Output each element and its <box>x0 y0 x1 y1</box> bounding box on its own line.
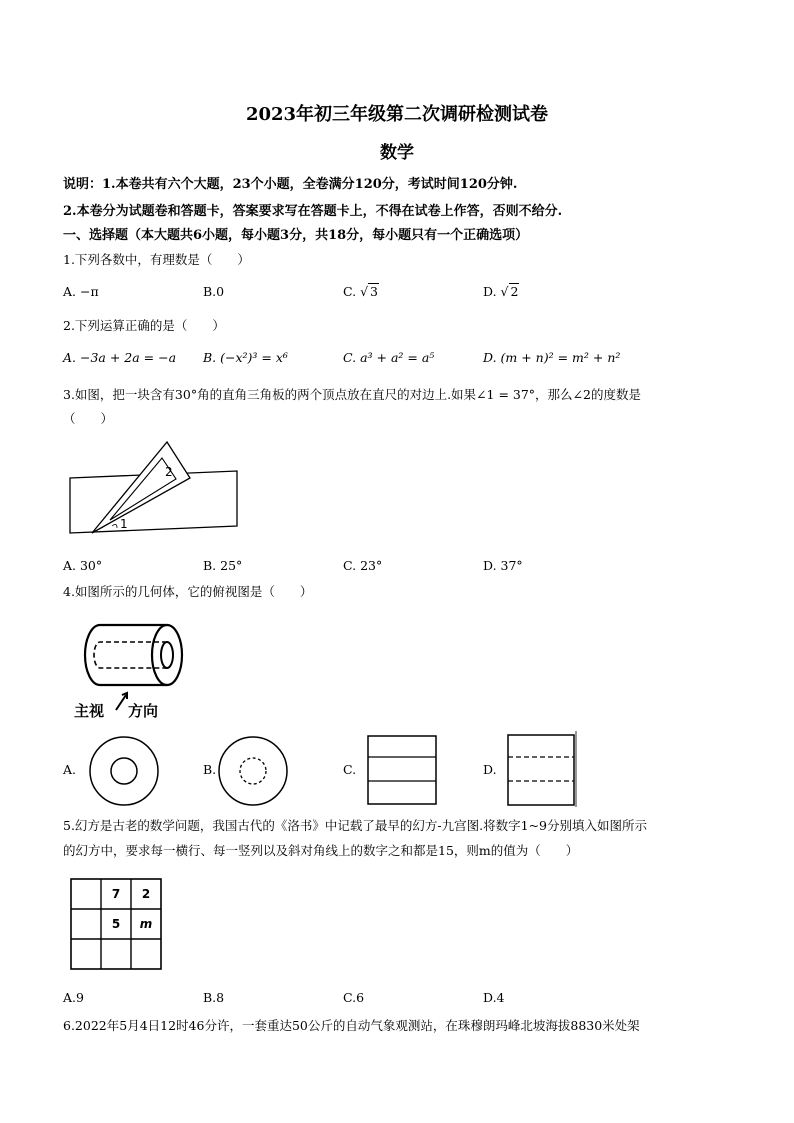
magic-cell: m <box>139 917 153 931</box>
q4-option-b: B. <box>203 762 217 777</box>
q3-paren: （ ） <box>63 411 114 426</box>
q4-option-a: A. <box>63 762 77 777</box>
q6-stem: 6.2022年5月4日12时46分许，一套重达50公斤的自动气象观测站，在珠穆朗玛峰北坡海拔8830米处架 <box>63 1018 640 1033</box>
q3-stem: 3.如图，把一块含有30°角的直角三角板的两个顶点放在直尺的对边上.如果∠1 = 37°，那么∠2的度数是 <box>63 387 641 402</box>
q5-option-d: D.4 <box>483 990 505 1005</box>
q1-option-d: D. √ 2 <box>483 284 519 299</box>
q5-option-c: C.6 <box>343 990 365 1005</box>
q4-option-c-figure <box>367 735 437 805</box>
note-line-1: 说明：1.本卷共有六个大题，23个小题，全卷满分120分，考试时间120分钟. <box>63 177 518 192</box>
q1-option-c: C. √ 3 <box>343 284 378 299</box>
q5-option-b: B.8 <box>203 990 225 1005</box>
magic-cell: 2 <box>141 887 151 901</box>
note-line-2: 2.本卷分为试题卷和答题卡，答案要求写在答题卡上，不得在试卷上作答，否则不给分. <box>63 204 563 219</box>
q4-cylinder-figure <box>72 613 192 723</box>
q3-option-a: A. 30° <box>63 558 103 573</box>
q3-angle-2-label: 2 <box>165 465 173 479</box>
q2-option-a: A. −3a + 2a = −a <box>63 350 177 365</box>
subject-title: 数学 <box>380 143 414 163</box>
q4-stem: 4.如图所示的几何体，它的俯视图是（ ） <box>63 584 313 599</box>
q4-option-d-figure <box>506 730 580 808</box>
q3-angle-1-label: 1 <box>120 517 128 531</box>
q2-option-d: D. (m + n)² = m² + n² <box>483 350 621 365</box>
q1-option-b: B.0 <box>203 284 225 299</box>
q4-option-a-figure <box>88 735 160 807</box>
q4-caption-right: 方向 <box>128 702 159 720</box>
q5-option-a: A.9 <box>63 990 84 1005</box>
q1-stem: 1.下列各数中，有理数是（ ） <box>63 252 250 267</box>
q5-stem-line-1: 5.幻方是古老的数学问题，我国古代的《洛书》中记载了最早的幻方-九宫图.将数字1~9分别填入如图所示 <box>63 818 648 833</box>
section-heading: 一、选择题（本大题共6小题，每小题3分，共18分，每小题只有一个正确选项） <box>63 228 529 243</box>
q5-magic-square <box>70 878 164 972</box>
q4-option-c: C. <box>343 762 357 777</box>
q1-d-radicand: 2 <box>510 284 519 299</box>
exam-title: 2023年初三年级第二次调研检测试卷 <box>245 104 549 125</box>
q3-option-b: B. 25° <box>203 558 243 573</box>
q3-option-c: C. 23° <box>343 558 383 573</box>
q4-caption-left: 主视 <box>74 702 105 720</box>
q3-ruler-triangle-figure <box>62 436 242 536</box>
q1-c-radicand: 3 <box>370 284 378 299</box>
q3-option-d: D. 37° <box>483 558 523 573</box>
q2-option-b: B. (−x²)³ = x⁶ <box>203 350 288 365</box>
magic-cell: 7 <box>111 887 121 901</box>
q2-stem: 2.下列运算正确的是（ ） <box>63 318 225 333</box>
magic-cell: 5 <box>111 917 121 931</box>
q4-option-d: D. <box>483 762 497 777</box>
q2-option-c: C. a³ + a² = a⁵ <box>343 350 435 365</box>
q4-option-b-figure <box>217 735 289 807</box>
q5-stem-line-2: 的幻方中，要求每一横行、每一竖列以及斜对角线上的数字之和都是15，则m的值为（ ） <box>63 843 579 858</box>
q1-option-a: A. −π <box>63 284 99 299</box>
